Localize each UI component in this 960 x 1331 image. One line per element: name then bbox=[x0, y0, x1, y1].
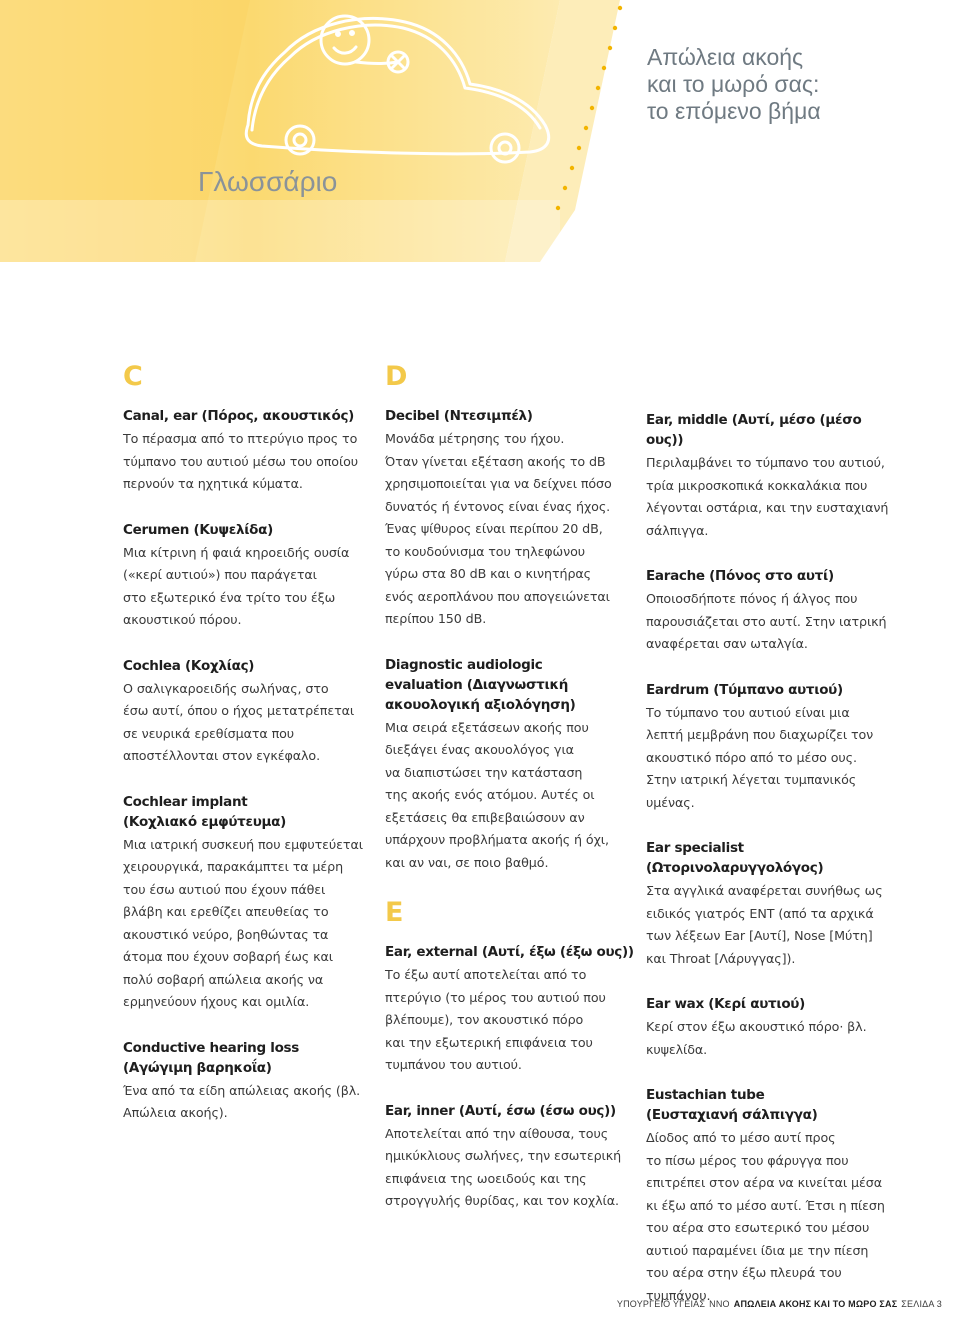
glossary-definition: Περιλαμβάνει το τύμπανο του αυτιού, τρία μικροσκοπικά κοκκαλάκια που λέγονται οστάρια, και την ευσταχιανή σάλπιγγα. bbox=[646, 455, 889, 538]
glossary-entry bbox=[123, 406, 373, 496]
glossary-entry bbox=[385, 406, 635, 631]
glossary-term: Ear wax (Κερί αυτιού) bbox=[646, 996, 805, 1012]
footer-ministry: ΥΠΟΥΡΓΕΙΟ ΥΓΕΙΑΣ bbox=[616, 1299, 706, 1309]
glossary-term: Eardrum (Τύμπανο αυτιού) bbox=[646, 681, 843, 698]
footer-document-title: ΑΠΩΛΕΙΑ ΑΚΟΗΣ ΚΑΙ ΤΟ ΜΩΡΟ ΣΑΣ bbox=[733, 1299, 898, 1309]
glossary-definition: Ένα από τα είδη απώλειας ακοής (βλ. Απώλεια ακοής). bbox=[123, 1082, 361, 1120]
glossary-definition: Δίοδος από το μέσο αυτί προς το πίσω μέρος του φάρυγγα που επιτρέπει στον αέρα να κινείται μέσα κι έξω από το μέσο αυτί. Έτσι η πίεση του αέρα στο εσωτερικό του μέσου αυτιού παραμένει ίδια με την πίεση του αέρα στην έξω πλευρά του τυμπάνου. bbox=[646, 1130, 885, 1303]
glossary-term: Ear specialist (Ωτορινολαρυγγολόγος) bbox=[646, 840, 824, 876]
glossary-definition: Το τύμπανο του αυτιού είναι μια λεπτή μεμβράνη που διαχωρίζει τον ακουστικό πόρο από το μέσο ους. Στην ιατρική λέγεται τυμπανικός υμένας. bbox=[646, 704, 874, 810]
glossary-entry bbox=[646, 1085, 896, 1307]
glossary-term: Eustachian tube (Ευσταχιανή σάλπιγγα) bbox=[646, 1087, 818, 1123]
glossary-definition: Οποιοσδήποτε πόνος ή άλγος που παρουσιάζεται στο αυτί. Στην ιατρική αναφέρεται σαν ωταλγία. bbox=[646, 591, 887, 651]
glossary-entry bbox=[646, 566, 896, 656]
glossary-entry bbox=[646, 994, 896, 1061]
title-line-2: και το μωρό σας: bbox=[647, 71, 820, 97]
glossary-definition: Μια ιατρική συσκευή που εμφυτεύεται χειρουργικά, παρακάμπτει τα μέρη του έσω αυτιού που έχουν πάθει βλάβη και ερεθίζει απευθείας το ακουστικό νεύρο, βοηθώντας τα άτομα που έχουν σοβαρή έως και πολύ σοβαρή απώλεια ακοής να ερμηνεύουν ήχους και ομιλία. bbox=[123, 836, 363, 1009]
glossary-column-d bbox=[385, 362, 635, 1237]
glossary-term: Earache (Πόνος στο αυτί) bbox=[646, 568, 834, 584]
glossary-definition: Κερί στον έξω ακουστικό πόρο· βλ. κυψελίδα. bbox=[646, 1019, 867, 1057]
glossary-term: Diagnostic audiologic evaluation (Διαγνωστική ακουολογική αξιολόγηση) bbox=[385, 656, 576, 713]
glossary-term: Canal, ear (Πόρος, ακουστικός) bbox=[123, 408, 355, 424]
glossary-definition: Αποτελείται από την αίθουσα, τους ημικύκλιους σωλήνες, την εσωτερική επιφάνεια της ωοειδούς και της στρογγυλής θυρίδας, και τον κοχλία. bbox=[385, 1125, 622, 1208]
glossary-entry bbox=[123, 1038, 373, 1125]
glossary-definition: Μονάδα μέτρησης του ήχου. Όταν γίνεται εξέταση ακοής το dB χρησιμοποιείται για να δείχνει πόσο δυνατός ή έντονος είναι ένας ήχος. Ένας ψίθυρος είναι περίπου 20 dB, το κουδούνισμα του τηλεφώνου γύρω στα 80 dB και ο κινητήρας ενός αεροπλάνου που απογειώνεται περίπου 150 dB. bbox=[385, 431, 612, 626]
glossary-term: Ear, inner (Αυτί, έσω (έσω ους)) bbox=[385, 1102, 616, 1119]
glossary-definition: Στα αγγλικά αναφέρεται συνήθως ως ειδικός γιατρός ENT (από τα αρχικά των λέξεων Ear [Αυτί], Nose [Μύτη] και Throat [Λάρυγγας]). bbox=[646, 883, 883, 966]
letter-heading-d: D bbox=[385, 361, 408, 392]
glossary-term: Ear, external (Αυτί, έξω (έξω ους)) bbox=[385, 944, 634, 960]
glossary-column-c bbox=[123, 362, 373, 1149]
glossary-entry bbox=[646, 838, 896, 970]
glossary-entry bbox=[646, 410, 896, 542]
glossary-entry bbox=[385, 655, 635, 875]
glossary-definition: Μια κίτρινη ή φαιά κηροειδής ουσία («κερί αυτιού») που παράγεται στο εξωτερικό ένα τρίτο του έξω ακουστικού πόρου. bbox=[123, 544, 350, 627]
header-banner bbox=[0, 0, 960, 262]
glossary-entry bbox=[385, 1101, 635, 1213]
page-footer bbox=[617, 1299, 942, 1309]
glossary-definition: Ο σαλιγκαροειδής σωλήνας, στο έσω αυτί, όπου ο ήχος μετατρέπεται σε νευρικά ερεθίσματα που αποστέλλονται στον εγκέφαλο. bbox=[123, 680, 355, 763]
glossary-term: Cerumen (Κυψελίδα) bbox=[123, 521, 273, 538]
glossary-term: Decibel (Ντεσιμπέλ) bbox=[385, 408, 533, 424]
document-title bbox=[647, 44, 947, 125]
glossary-entry bbox=[123, 520, 373, 632]
glossary-definition: Το έξω αυτί αποτελείται από το πτερύγιο (το μέρος του αυτιού που βλέπουμε), τον ακουστικό πόρο και την εξωτερική επιφάνεια του τυμπάνου του αυτιού. bbox=[385, 967, 606, 1072]
letter-heading-c: C bbox=[123, 361, 143, 392]
glossary-entry bbox=[646, 680, 896, 815]
glossary-definition: Μια σειρά εξετάσεων ακοής που διεξάγει ένας ακουολόγος για να διαπιστώσει την κατάσταση της ακοής ενός ατόμου. Αυτές οι εξετάσεις θα επιβεβαιώσουν αν υπάρχουν προβλήματα ακοής ή όχι, και αν ναι, σε ποιο βαθμό. bbox=[385, 719, 609, 870]
glossary-term: Ear, middle (Αυτί, μέσο (μέσο ους)) bbox=[646, 412, 862, 448]
glossary-term: Cochlear implant (Κοχλιακό εμφύτευμα) bbox=[123, 793, 287, 830]
glossary-term: Cochlea (Κοχλίας) bbox=[123, 657, 255, 674]
glossary-entry bbox=[123, 792, 373, 1014]
footer-program: ΝΝΟ bbox=[709, 1299, 730, 1309]
glossary-entry bbox=[385, 942, 635, 1077]
letter-heading-e: E bbox=[385, 897, 404, 928]
glossary-entry bbox=[123, 656, 373, 768]
section-title: Γλωσσάριο bbox=[198, 166, 338, 197]
glossary-definition: Το πέρασμα από το πτερύγιο προς το τύμπανο του αυτιού μέσω του οποίου περνούν τα ηχητικά κύματα. bbox=[123, 431, 359, 491]
glossary-column-e bbox=[646, 410, 896, 1331]
footer-page-number: ΣΕΛΙΔΑ 3 bbox=[901, 1299, 942, 1309]
title-line-3: το επόμενο βήμα bbox=[647, 98, 821, 124]
title-line-1: Απώλεια ακοής bbox=[647, 44, 804, 70]
glossary-term: Conductive hearing loss (Αγώγιμη βαρηκοΐα) bbox=[123, 1039, 300, 1076]
